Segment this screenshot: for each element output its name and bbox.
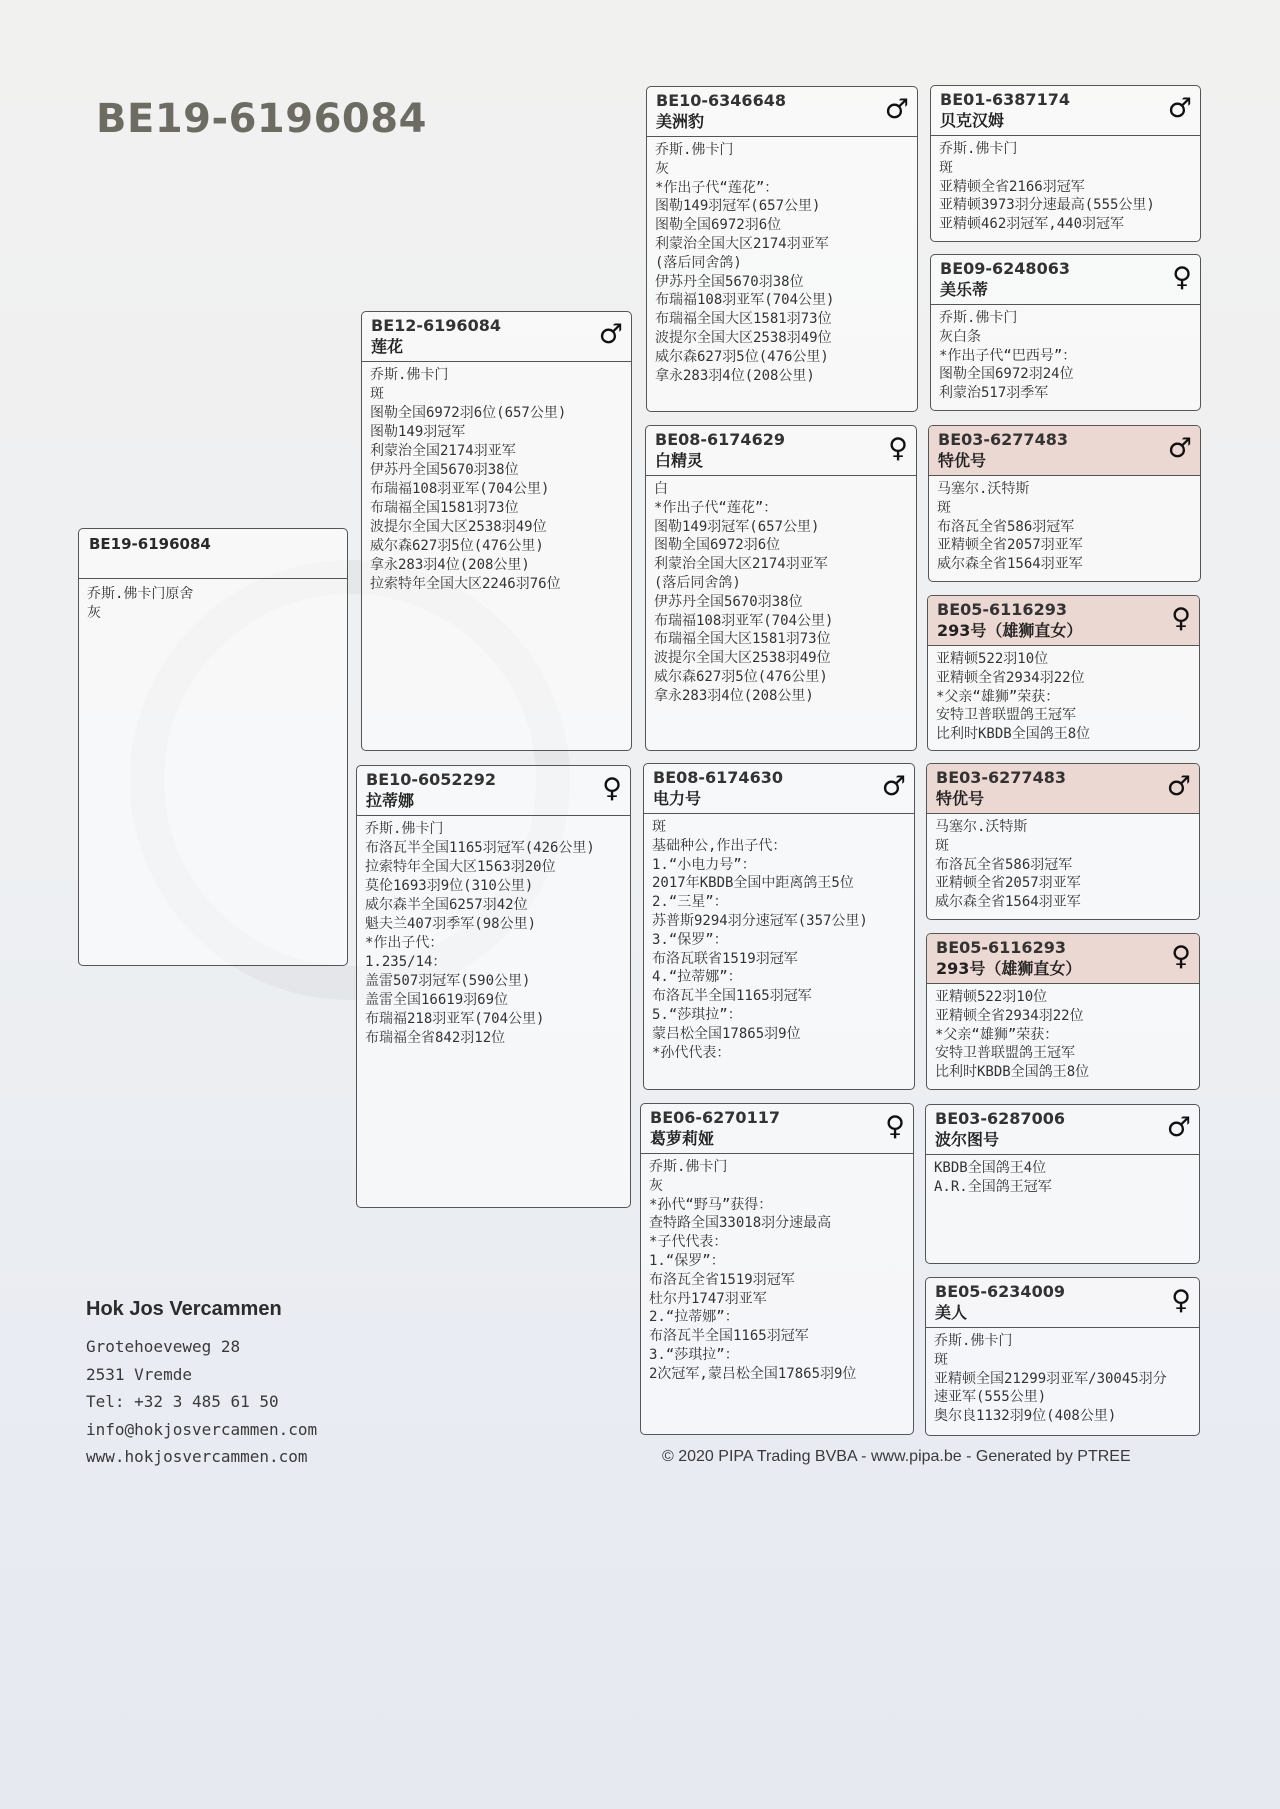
detail-line: 亚精顿全省2057羽亚军 <box>935 875 1081 892</box>
detail-line: 斑 <box>939 159 953 176</box>
detail-line: 比利时KBDB全国鸽王8位 <box>936 726 1091 743</box>
detail-line: 白 <box>654 481 668 497</box>
detail-line: 盖雷507羽冠军(590公里) <box>365 973 531 989</box>
pigeon-name: 拉蒂娜 <box>366 791 415 810</box>
detail-line: 图勒全国6972羽6位 <box>655 217 782 234</box>
detail-line: *孙代“野马”获得： <box>649 1196 773 1213</box>
pigeon-details <box>647 137 917 389</box>
pigeon-name: 特优号 <box>936 789 985 808</box>
detail-line: 伊苏丹全国5670羽38位 <box>655 273 804 290</box>
detail-line: 图勒全国6972羽6位 <box>654 537 781 554</box>
pigeon-details <box>641 1154 913 1388</box>
detail-line: 5.“莎琪拉”： <box>652 1006 742 1023</box>
detail-line: 利蒙治全国大区2174羽亚军 <box>655 235 829 252</box>
ring-number: BE05-6116293 <box>937 600 1067 619</box>
detail-line: 灰 <box>655 160 669 177</box>
detail-line: 速亚军(555公里) <box>934 1389 1047 1406</box>
pigeon-details <box>926 1155 1199 1201</box>
detail-line: 2.“三星”： <box>652 894 728 911</box>
ring-number: BE03-6287006 <box>935 1109 1065 1128</box>
detail-line: *父亲“雄狮”荣获： <box>936 688 1060 705</box>
card-header <box>644 764 914 814</box>
male-icon: ♂ <box>881 771 906 802</box>
detail-line: 布洛瓦全省1519羽冠军 <box>649 1271 795 1288</box>
card-dsd <box>926 933 1200 1090</box>
pigeon-name: 293号（雄狮直女） <box>936 959 1082 978</box>
detail-line: 灰 <box>87 604 101 621</box>
card-ds <box>643 763 915 1090</box>
card-header <box>931 255 1200 305</box>
pigeon-name: 美乐蒂 <box>940 280 989 299</box>
detail-line: 3.“保罗”： <box>652 931 728 948</box>
detail-line: 亚精顿3973羽分速最高(555公里) <box>939 197 1155 214</box>
detail-line: 布洛瓦全省586羽冠军 <box>937 518 1075 535</box>
card-header <box>927 764 1199 814</box>
pigeon-name: 莲花 <box>371 337 404 356</box>
card-header <box>926 1105 1199 1155</box>
detail-line: 图勒全国6972羽6位(657公里) <box>370 405 567 421</box>
ring-number: BE08-6174630 <box>653 768 783 787</box>
detail-line: A.R.全国鸽王冠军 <box>934 1178 1052 1195</box>
female-icon: ♀ <box>1171 1285 1191 1316</box>
female-icon: ♀ <box>888 433 908 464</box>
detail-line: 亚精顿全省2934羽22位 <box>935 1007 1084 1024</box>
detail-line: 威尔森627羽5位(476公里) <box>370 538 544 554</box>
pigeon-name: 波尔图号 <box>935 1130 1000 1149</box>
detail-line: 盖雷全国16619羽69位 <box>365 992 509 1008</box>
detail-line: 奥尔良1132羽9位(408公里) <box>934 1408 1117 1425</box>
detail-line: 拿永283羽4位(208公里) <box>655 367 815 384</box>
female-icon: ♀ <box>602 773 622 804</box>
detail-line: *孙代代表： <box>652 1044 731 1061</box>
detail-line: 图勒149羽冠军(657公里) <box>655 198 821 215</box>
detail-line: 拉索特年全国大区1563羽20位 <box>365 859 556 875</box>
card-dds <box>925 1104 1200 1264</box>
ring-number: BE05-6234009 <box>935 1282 1065 1301</box>
male-icon: ♂ <box>1166 771 1191 802</box>
detail-line: 亚精顿522羽10位 <box>936 651 1049 667</box>
detail-line: 基础种公,作出子代： <box>652 837 787 854</box>
card-header <box>929 426 1200 476</box>
detail-line: 杜尔丹1747羽亚军 <box>649 1290 767 1307</box>
breeder-info <box>86 1298 317 1471</box>
detail-line: 亚精顿全省2934羽22位 <box>936 669 1085 686</box>
card-header <box>646 426 916 476</box>
detail-line: 安特卫普联盟鸽王冠军 <box>935 1045 1075 1062</box>
male-icon: ♂ <box>1167 433 1192 464</box>
pigeon-name: 293号（雄狮直女） <box>937 621 1083 640</box>
detail-line: 威尔森627羽5位(476公里) <box>654 668 828 685</box>
detail-line: 斑 <box>935 837 949 854</box>
pigeon-details <box>357 816 630 1052</box>
detail-line: 图勒149羽冠军(657公里) <box>654 518 820 535</box>
detail-line: 利蒙治517羽季军 <box>939 385 1049 402</box>
detail-line: *作出子代“莲花”： <box>655 179 779 196</box>
detail-line: (落后同舍鸽) <box>655 254 742 271</box>
ring-number: BE12-6196084 <box>371 316 501 335</box>
detail-line: 亚精顿462羽冠军,440羽冠军 <box>939 216 1125 233</box>
page-title: BE19-6196084 <box>96 96 427 142</box>
detail-line: 威尔森全省1564羽亚军 <box>935 894 1081 911</box>
detail-line: 比利时KBDB全国鸽王8位 <box>935 1064 1090 1081</box>
detail-line: 布瑞福全省842羽12位 <box>365 1030 506 1046</box>
detail-line: (落后同舍鸽) <box>654 574 741 591</box>
detail-line: 波提尔全国大区2538羽49位 <box>654 650 831 667</box>
detail-line: 斑 <box>937 499 951 516</box>
card-header <box>357 766 630 816</box>
detail-line: 蒙吕松全国17865羽9位 <box>652 1025 801 1042</box>
detail-line: *作出子代“莲花”： <box>654 499 778 516</box>
ring-number: BE05-6116293 <box>936 938 1066 957</box>
pigeon-details <box>929 476 1200 578</box>
ring-number: BE08-6174629 <box>655 430 785 449</box>
card-header <box>927 934 1199 984</box>
detail-line: 乔斯.佛卡门 <box>649 1159 728 1175</box>
card-header <box>641 1104 913 1154</box>
detail-line: 灰白条 <box>939 328 981 345</box>
card-sdd <box>927 595 1200 751</box>
detail-line: 乔斯.佛卡门 <box>365 821 444 837</box>
pigeon-name: 葛萝莉娅 <box>650 1129 715 1148</box>
pigeon-details <box>931 136 1200 238</box>
card-header <box>928 596 1199 646</box>
card-ddd <box>925 1277 1200 1436</box>
pigeon-details <box>644 814 914 1066</box>
pigeon-name: 白精灵 <box>655 451 704 470</box>
detail-line: 安特卫普联盟鸽王冠军 <box>936 707 1076 724</box>
detail-line: 苏普斯9294羽分速冠军(357公里) <box>652 912 868 929</box>
pigeon-name: 贝克汉姆 <box>940 111 1005 130</box>
detail-line: 布瑞福108羽亚军(704公里) <box>655 292 835 309</box>
detail-line: 布洛瓦全省586羽冠军 <box>935 856 1073 873</box>
breeder-website[interactable]: www.hokjosvercammen.com <box>86 1447 308 1466</box>
detail-line: 乔斯.佛卡门 <box>370 367 449 383</box>
detail-line: 波提尔全国大区2538羽49位 <box>655 329 832 346</box>
detail-line: 2017年KBDB全国中距离鸽王5位 <box>652 875 854 892</box>
pigeon-details <box>646 476 916 710</box>
detail-line: 布瑞福108羽亚军(704公里) <box>370 481 550 497</box>
male-icon: ♂ <box>884 94 909 125</box>
detail-line: 利蒙治全国大区2174羽亚军 <box>654 556 828 573</box>
breeder-email[interactable]: info@hokjosvercammen.com <box>86 1419 318 1439</box>
card-sd <box>645 425 917 751</box>
detail-line: 2次冠军,蒙吕松全国17865羽9位 <box>649 1365 857 1382</box>
detail-line: 亚精顿全省2057羽亚军 <box>937 537 1083 554</box>
female-icon: ♀ <box>1172 262 1192 293</box>
root-details <box>79 579 347 627</box>
detail-line: 亚精顿全国21299羽亚军/30045羽分 <box>934 1370 1167 1387</box>
ring-number: BE03-6277483 <box>938 430 1068 449</box>
detail-line: 拉索特年全国大区2246羽76位 <box>370 576 561 592</box>
card-sds <box>928 425 1201 582</box>
ring-number: BE03-6277483 <box>936 768 1066 787</box>
card-header <box>647 87 917 137</box>
breeder-name: Hok Jos Vercammen <box>86 1298 282 1320</box>
detail-line: 布洛瓦半全国1165羽冠军 <box>649 1328 809 1345</box>
card-header <box>926 1278 1199 1328</box>
detail-line: 1.235/14： <box>365 954 447 970</box>
detail-line: 灰 <box>649 1177 663 1194</box>
detail-line: 斑 <box>652 819 666 835</box>
detail-line: 布瑞福108羽亚军(704公里) <box>654 612 834 629</box>
detail-line: *子代代表： <box>649 1234 728 1251</box>
pigeon-details <box>927 984 1199 1086</box>
male-icon: ♂ <box>1166 1112 1191 1143</box>
pigeon-name: 电力号 <box>653 789 702 808</box>
detail-line: 利蒙治全国2174羽亚军 <box>370 443 516 459</box>
detail-line: 魁夫兰407羽季军(98公里) <box>365 916 537 932</box>
detail-line: 1.“小电力号”： <box>652 856 756 873</box>
pigeon-details <box>928 646 1199 748</box>
pigeon-details <box>931 305 1200 407</box>
detail-line: KBDB全国鸽王4位 <box>934 1160 1047 1176</box>
ring-number: BE09-6248063 <box>940 259 1070 278</box>
detail-line: 4.“拉蒂娜”： <box>652 969 742 986</box>
detail-line: 布瑞福218羽亚军(704公里) <box>365 1011 545 1027</box>
detail-line: 威尔森627羽5位(476公里) <box>655 348 829 365</box>
detail-line: *父亲“雄狮”荣获： <box>935 1026 1059 1043</box>
detail-line: 莫伦1693羽9位(310公里) <box>365 878 534 894</box>
detail-line: 威尔森半全国6257羽42位 <box>365 897 528 913</box>
detail-line: 图勒全国6972羽24位 <box>939 366 1074 383</box>
detail-line: 乔斯.佛卡门 <box>939 310 1018 326</box>
detail-line: 查特路全国33018羽分速最高 <box>649 1215 832 1232</box>
pigeon-name: 美人 <box>935 1303 968 1322</box>
detail-line: 布瑞福全国大区1581羽73位 <box>654 631 831 648</box>
ring-number: BE06-6270117 <box>650 1108 780 1127</box>
pigeon-details <box>926 1328 1199 1430</box>
breeder-street: Grotehoeveweg 28 <box>86 1337 241 1356</box>
card-ss <box>646 86 918 412</box>
card-dam <box>356 765 631 1208</box>
pigeon-name: 美洲豹 <box>656 112 705 131</box>
female-icon: ♀ <box>1171 603 1191 634</box>
male-icon: ♂ <box>598 319 623 350</box>
detail-line: 威尔森全省1564羽亚军 <box>937 556 1083 573</box>
detail-line: *作出子代： <box>365 935 444 951</box>
detail-line: 1.“保罗”： <box>649 1252 725 1269</box>
ring-number: BE01-6387174 <box>940 90 1070 109</box>
copyright-footer: © 2020 PIPA Trading BVBA - www.pipa.be - Generated by PTREE <box>662 1448 1131 1465</box>
card-header <box>931 86 1200 136</box>
detail-line: 马塞尔.沃特斯 <box>935 819 1028 835</box>
detail-line: 布洛瓦半全国1165羽冠军(426公里) <box>365 840 595 856</box>
pigeon-details <box>362 362 631 598</box>
male-icon: ♂ <box>1167 93 1192 124</box>
card-root <box>78 528 348 966</box>
detail-line: 乔斯.佛卡门 <box>655 142 734 158</box>
card-dd <box>640 1103 914 1435</box>
detail-line: 伊苏丹全国5670羽38位 <box>654 593 803 610</box>
pigeon-name: 特优号 <box>938 451 987 470</box>
detail-line: 亚精顿522羽10位 <box>935 989 1048 1005</box>
detail-line: 乔斯.佛卡门 <box>939 141 1018 157</box>
breeder-city: 2531 Vremde <box>86 1364 192 1384</box>
root-ring: BE19-6196084 <box>79 529 347 579</box>
detail-line: 布瑞福全国1581羽73位 <box>370 500 519 516</box>
card-sss <box>930 85 1201 242</box>
detail-line: 斑 <box>934 1351 948 1368</box>
detail-line: 拿永283羽4位(208公里) <box>370 557 530 573</box>
breeder-tel: Tel: +32 3 485 61 50 <box>86 1392 279 1411</box>
detail-line: 3.“莎琪拉”： <box>649 1346 739 1363</box>
detail-line: 2.“拉蒂娜”： <box>649 1309 739 1326</box>
ring-number: BE10-6052292 <box>366 770 496 789</box>
card-sire <box>361 311 632 751</box>
detail-line: 布洛瓦联省1519羽冠军 <box>652 950 798 967</box>
female-icon: ♀ <box>885 1111 905 1142</box>
detail-line: 乔斯.佛卡门原舍 <box>87 586 194 602</box>
detail-line: 斑 <box>370 386 384 402</box>
card-ssd <box>930 254 1201 411</box>
card-dss <box>926 763 1200 920</box>
detail-line: 布洛瓦半全国1165羽冠军 <box>652 988 812 1005</box>
ring-number: BE10-6346648 <box>656 91 786 110</box>
detail-line: 亚精顿全省2166羽冠军 <box>939 178 1085 195</box>
detail-line: 拿永283羽4位(208公里) <box>654 687 814 704</box>
pigeon-details <box>927 814 1199 916</box>
detail-line: 乔斯.佛卡门 <box>934 1333 1013 1349</box>
detail-line: 波提尔全国大区2538羽49位 <box>370 519 547 535</box>
detail-line: *作出子代“巴西号”： <box>939 347 1077 364</box>
female-icon: ♀ <box>1171 941 1191 972</box>
detail-line: 图勒149羽冠军 <box>370 424 466 440</box>
detail-line: 伊苏丹全国5670羽38位 <box>370 462 519 478</box>
card-header <box>362 312 631 362</box>
detail-line: 马塞尔.沃特斯 <box>937 481 1030 497</box>
detail-line: 布瑞福全国大区1581羽73位 <box>655 311 832 328</box>
